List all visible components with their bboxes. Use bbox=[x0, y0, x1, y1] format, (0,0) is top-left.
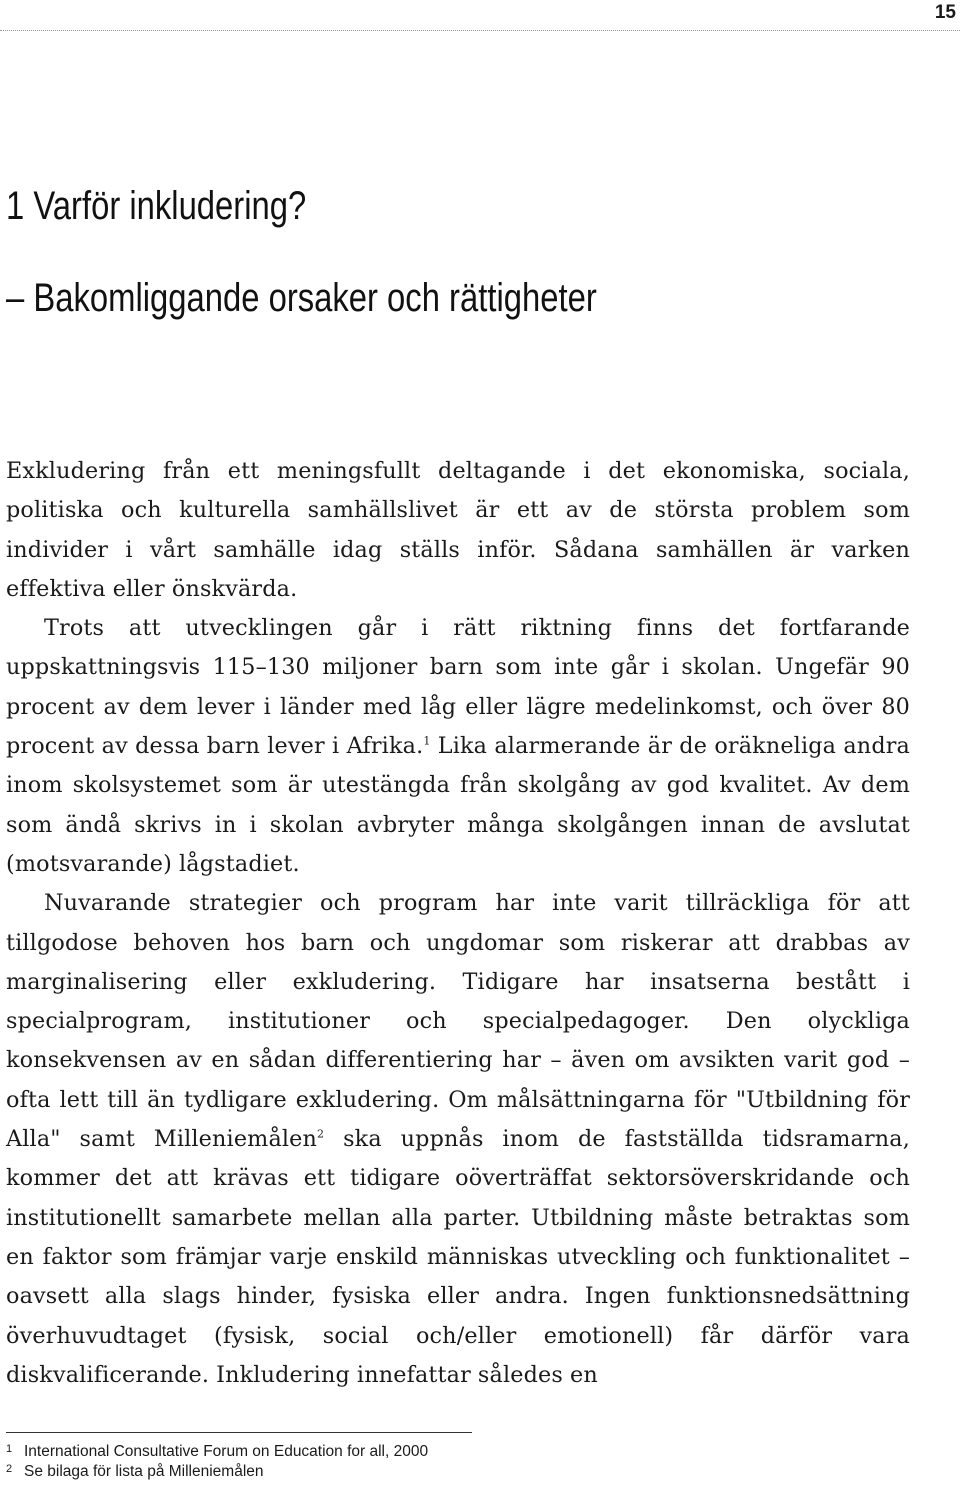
page-number: 15 bbox=[934, 2, 956, 23]
paragraph-2 bbox=[6, 609, 910, 884]
body-text bbox=[6, 452, 910, 1395]
chapter-title-line-2: – Bakomliggande orsaker och rättigheter bbox=[6, 276, 597, 320]
paragraph-1 bbox=[6, 452, 910, 609]
footnotes bbox=[6, 1442, 428, 1482]
paragraph-2-text-a: Trots att utvecklingen går i rätt riktning finns det fortfarande uppskattningsvis 115–130 miljoner barn som inte går i skolan. Ungefär 90 procent av dem lever i länder med låg eller lägre medelinkomst, och över 80 procent av dessa barn lever i Afrika. bbox=[6, 615, 910, 760]
paragraph-1-text: Exkludering från ett meningsfullt deltagande i det ekonomiska, sociala, politiska och kulturella samhällslivet är ett av de största problem som individer i vårt samhälle idag ställs inför. Sådana samhällen är varken effektiva eller önskvärda. bbox=[6, 458, 910, 602]
paragraph-3-text-b: ska uppnås inom de fastställda tidsramarna, kommer det att krävas ett tidigare oöverträffat sektorsöverskridande och institutionellt samarbete mellan alla parter. Utbildning måste betraktas som en faktor som främjar varje enskild människas utveckling och funktionalitet – oavsett alla slags hinder, fysiska eller andra. Ingen funktionsnedsättning överhuvudtaget (fysisk, social och/eller emotionell) får därför vara diskvalificerande. Inkludering innefattar således en bbox=[6, 1126, 910, 1388]
footnote bbox=[6, 1442, 428, 1462]
header-rule bbox=[0, 30, 960, 31]
footnote-ref-1[interactable]: 1 bbox=[423, 734, 431, 748]
footnote-number: 2 bbox=[6, 1463, 13, 1475]
footnote-number: 1 bbox=[6, 1443, 13, 1455]
paragraph-2-text-b: Lika alarmerande är de oräkneliga andra inom skolsystemet som är utestängda från skolgång av god kvalitet. Av dem som ändå skrivs in i skolan avbryter många skolgången innan de avslutat (motsvarande) lågstadiet. bbox=[6, 733, 910, 877]
footnote-text: Se bilaga för lista på Milleniemålen bbox=[24, 1463, 264, 1480]
chapter-title-line-1: 1 Varför inkludering? bbox=[6, 184, 307, 228]
footnote-text: International Consultative Forum on Education for all, 2000 bbox=[24, 1443, 429, 1460]
footnote-ref-2[interactable]: 2 bbox=[317, 1127, 325, 1141]
footnote-rule bbox=[6, 1432, 472, 1433]
paragraph-3 bbox=[6, 884, 910, 1395]
footnote bbox=[6, 1462, 428, 1482]
chapter-title bbox=[6, 160, 597, 344]
paragraph-3-text-a: Nuvarande strategier och program har inte varit tillräckliga för att tillgodose behoven hos barn och ungdomar som riskerar att drabbas av marginalisering eller exkludering. Tidigare har insatserna bestått i specialprogram, institutioner och specialpedagoger. Den olyckliga konsekvensen av en sådan differentiering har – även om avsikten varit god – ofta lett till än tydligare exkludering. Om målsättningarna för "Utbildning för Alla" samt Milleniemålen bbox=[6, 890, 910, 1153]
